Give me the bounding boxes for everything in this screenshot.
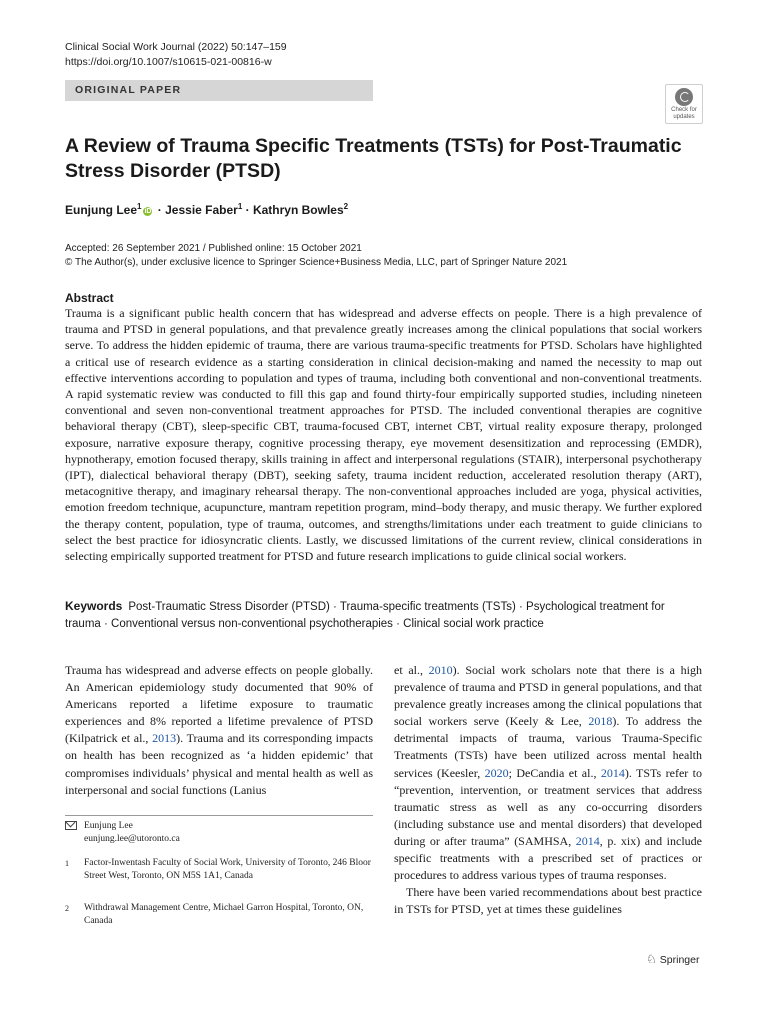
citation-link[interactable]: 2014	[575, 833, 600, 848]
abstract-heading: Abstract	[65, 291, 114, 305]
body-paragraph: There have been varied recommendations about best practice in TSTs for PTSD, yet at times these guidelines	[394, 885, 702, 917]
author-affiliation-mark: 1	[237, 202, 243, 211]
affiliation-text: Withdrawal Management Centre, Michael Garron Hospital, Toronto, ON, Canada	[84, 903, 364, 927]
affiliation-2	[65, 902, 373, 928]
copyright-line: © The Author(s), under exclusive licence to Springer Science+Business Media, LLC, part of Springer Nature 2021	[65, 257, 568, 268]
corresponding-author	[65, 820, 373, 846]
author-affiliation-mark: 2	[343, 202, 349, 211]
affiliation-mark: 1	[65, 859, 69, 868]
author-list: Eunjung Lee$^1$iD · Jessie Faber$^1$ · Kathryn Bowles$^2$	[65, 202, 349, 217]
citation-link[interactable]: 2018	[588, 714, 613, 729]
publisher-logo	[646, 952, 699, 966]
publication-dates: Accepted: 26 September 2021 / Published online: 15 October 2021	[65, 243, 362, 254]
body-column-right	[394, 662, 702, 918]
update-icon	[675, 88, 693, 106]
footnote-divider	[65, 815, 373, 816]
citation-link[interactable]: 2013	[152, 731, 177, 746]
citation-link[interactable]: 2014	[600, 765, 625, 780]
section-badge	[65, 80, 373, 101]
affiliation-text: Factor-Inwentash Faculty of Social Work, University of Toronto, 246 Bloor Street West, Toronto, ON M5S 1A1, Canada	[84, 858, 371, 882]
citation-link[interactable]: 2020	[484, 765, 509, 780]
keywords	[65, 598, 702, 632]
keywords-text: Post-Traumatic Stress Disorder (PTSD) · Trauma-specific treatments (TSTs) · Psychological treatment for trauma · Conventional versus non-conventional psychotherapies · Clinical social work practice	[65, 601, 665, 630]
citation-link[interactable]: 2010	[428, 663, 453, 677]
author-name[interactable]: Kathryn Bowles	[252, 203, 344, 217]
check-for-updates-button[interactable]	[665, 84, 703, 124]
author-name[interactable]: Jessie Faber	[165, 203, 238, 217]
body-paragraph: et al., 2010). Social work scholars note that there is a high prevalence of trauma and PTSD in general populations, and that prevalence greatly increases among the clinical populations that social workers serve (Keely & Lee, 2018). To address the detrimental impacts of trauma, various Trauma-Specific Treatments (TSTs) have been utilized across mental health services (Keesler, 2020; DeCandia et al., 2014). TSTs refer to “prevention, intervention, or treatment services that address traumatic stress as well as any co-occurring disorders (including substance use and mental disorders) that developed during or after trauma” (SAMHSA, 2014, p. xix) and include specific treatments with a prescribed set of practices or procedures to address various types of trauma responses.	[394, 663, 703, 883]
body-paragraph: Trauma has widespread and adverse effects on people globally. An American epidemiology study documented that 90% of Americans reported a lifetime exposure to traumatic experiences and 8% reported a lifetime prevalence of PTSD (Kilpatrick et al., 2013). Trauma and its corresponding impacts on health has been recognized as ‘a hidden epidemic’ that compromises individuals’ physical and mental health as well as interpersonal and social functions (Lanius	[65, 663, 374, 797]
journal-citation	[65, 40, 287, 70]
publisher-name: Springer	[659, 954, 700, 966]
author-name[interactable]: Eunjung Lee	[65, 203, 137, 217]
affiliation-mark: 2	[65, 904, 69, 913]
journal-line: Clinical Social Work Journal (2022) 50:147–159	[65, 41, 287, 53]
doi-link[interactable]: https://doi.org/10.1007/s10615-021-00816-w	[65, 56, 272, 68]
affiliation-1	[65, 857, 373, 883]
contact-name: Eunjung Lee	[84, 821, 133, 831]
orcid-icon[interactable]: iD	[144, 208, 152, 215]
keywords-label: Keywords	[65, 599, 123, 613]
section-badge-label: ORIGINAL PAPER	[75, 84, 182, 96]
publication-info	[65, 242, 567, 270]
body-column-left	[65, 662, 373, 799]
article-title: A Review of Trauma Specific Treatments (TSTs) for Post-Traumatic Stress Disorder (PTSD)	[65, 135, 682, 182]
abstract-text: Trauma is a significant public health concern that has widespread and adverse effects on people. There is a high prevalence of trauma and PTSD in general populations, and that prevalence greatly increases among the clinical populations that social workers serve. To address the hidden epidemic of trauma, there are various trauma-specific treatments for PTSD. Scholars have highlighted a critical use of research evidence as a starting consideration in clinical decision-making and named the necessity to map out effective interventions according to population and types of trauma, including both conventional and non-conventional treatments. A rapid systematic review was conducted to fill this gap and found thirty-four empirically supported studies, including nineteen conventional and seven non-conventional treatment approaches for PTSD. The included conventional therapies are cognitive behavioral therapy (CBT), sleep-specific CBT, trauma-focused CBT, internet CBT, virtual reality exposure therapy, prolonged exposure, narrative exposure therapy, cognitive processing therapy, eye movement desensitization and reprocessing (EMDR), hypnotherapy, emotion focused therapy, skills training in affect and interpersonal regulations (STAIR), interpersonal psychotherapy (IPT), dialectical behavioral therapy (DBT), seeking safety, trauma incident reduction, accelerated resolution therapy (ART), metacognitive therapy, and imaginary rehearsal therapy. The non-conventional approaches included are yoga, physical activities, emotion freedom technique, acupuncture, mantram repetition program, mind–body therapy, and music therapy. We further explored the therapy content, population, type of trauma, outcomes, and strengths/limitations under each treatment to guide clinicians to select the best practice for idiosyncratic clients. Lastly, we discussed limitations of the current review, clinical considerations in selecting empirically supported treatment for PTSD and future research implications to guide clinical social workers.	[65, 306, 702, 564]
contact-email[interactable]: eunjung.lee@utoronto.ca	[84, 834, 180, 845]
springer-horse-icon: ♘	[646, 952, 657, 966]
envelope-icon	[65, 820, 77, 833]
author-affiliation-mark: 1	[137, 202, 142, 211]
check-for-updates-label: Check for updates	[671, 107, 697, 120]
